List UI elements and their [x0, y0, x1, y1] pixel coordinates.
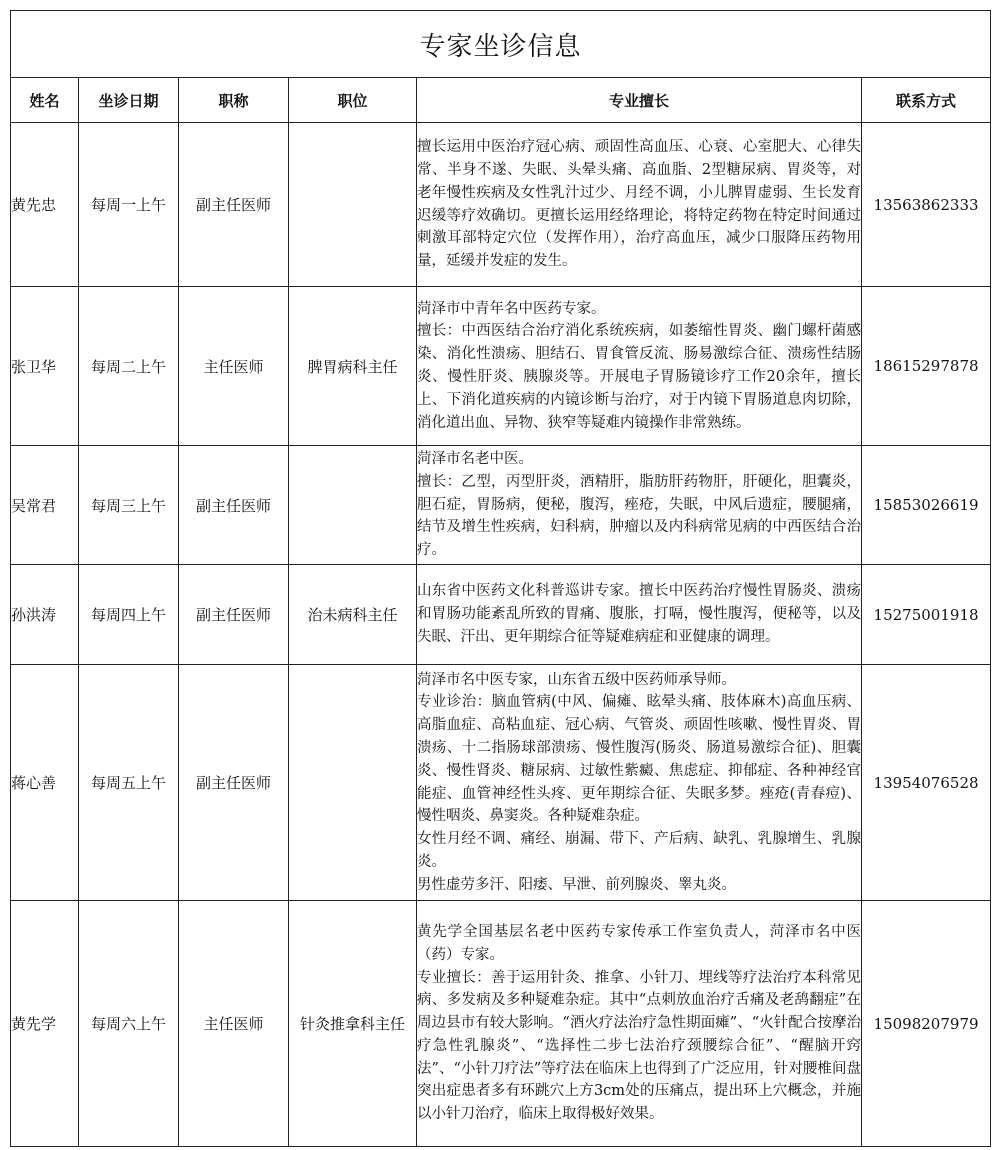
expert-name: 蒋心善: [11, 665, 79, 901]
expert-row: [11, 123, 991, 287]
expert-schedule-day: 每周三上午: [79, 446, 179, 565]
header-row: [11, 78, 991, 123]
specialty-paragraph: 菏泽市名中医专家，山东省五级中医药师承导师。: [417, 671, 736, 688]
specialty-paragraph: 擅长：乙型，丙型肝炎，酒精肝，脂肪肝药物肝，肝硬化，胆囊炎，胆石症，胃肠病，便秘，腹泻，痤疮，失眠，中风后遗症，腰腿痛，结节及增生性疾病，妇科病，肿瘤以及内科病常见病的中西医结合治疗。: [417, 473, 861, 559]
expert-position: 治未病科主任: [289, 565, 417, 665]
specialty-paragraph: 专业诊治：脑血管病(中风、偏瘫、眩晕头痛、肢体麻木)高血压病、高脂血症、高粘血症、冠心病、气管炎、顽固性咳嗽、慢性胃炎、胃溃疡、十二指肠球部溃疡、慢性腹泻(肠炎、肠道易激综合征)、胆囊炎、慢性肾炎、糖尿病、过敏性紫癜、焦虑症、抑郁症、各种神经官能症、血管神经性头疼、更年期综合征、失眠多梦。痤疮(青春痘)、慢性咽炎、鼻窦炎。各种疑难杂症。: [417, 694, 861, 825]
expert-position: 脾胃病科主任: [289, 287, 417, 446]
expert-title-rank: 副主任医师: [179, 565, 289, 665]
expert-specialty: [417, 446, 862, 565]
expert-schedule-day: 每周二上午: [79, 287, 179, 446]
expert-schedule-table: [10, 10, 991, 1147]
specialty-paragraph: 菏泽市名老中医。: [417, 451, 533, 467]
expert-schedule-day: 每周四上午: [79, 565, 179, 665]
expert-schedule-day: 每周五上午: [79, 665, 179, 901]
expert-schedule-day: 每周六上午: [79, 901, 179, 1147]
header-contact: 联系方式: [862, 78, 991, 123]
expert-title-rank: 主任医师: [179, 287, 289, 446]
expert-title-rank: 副主任医师: [179, 665, 289, 901]
expert-phone: 13954076528: [862, 665, 991, 901]
specialty-paragraph: 男性虚劳多汗、阳痿、早泄、前列腺炎、睾丸炎。: [417, 876, 736, 893]
expert-title-rank: 副主任医师: [179, 123, 289, 287]
specialty-paragraph: 女性月经不调、痛经、崩漏、带下、产后病、缺乳、乳腺增生、乳腺炎。: [417, 831, 861, 870]
expert-specialty: [417, 565, 862, 665]
expert-position: [289, 446, 417, 565]
header-date: 坐诊日期: [79, 78, 179, 123]
expert-specialty: [417, 665, 862, 901]
specialty-paragraph: 专业擅长：善于运用针灸、推拿、小针刀、埋线等疗法治疗本科常见病、多发病及多种疑难杂症。其中“点刺放血治疗舌痛及老鸹翻症”在周边县市有较大影响。“酒火疗法治疗急性期面瘫”、“火针配合按摩治疗急性乳腺炎”、“选择性二步七法治疗颈腰综合征”、“醒脑开窍法”、“小针刀疗法”等疗法在临床上也得到了广泛应用，针对腰椎间盘突出症患者多有环跳穴上方3cm处的压痛点，提出环上穴概念，并施以小针刀治疗，临床上取得极好效果。: [417, 969, 861, 1123]
expert-position: [289, 123, 417, 287]
expert-name: 吴常君: [11, 446, 79, 565]
expert-row: [11, 665, 991, 901]
expert-row: [11, 446, 991, 565]
expert-name: 张卫华: [11, 287, 79, 446]
expert-schedule-day: 每周一上午: [79, 123, 179, 287]
expert-name: 黄先忠: [11, 123, 79, 287]
specialty-paragraph: 擅长运用中医治疗冠心病、顽固性高血压、心衰、心室肥大、心律失常、半身不遂、失眠、头晕头痛、高血脂、2型糖尿病、胃炎等，对老年慢性疾病及女性乳汁过少、月经不调，小儿脾胃虚弱、生长发育迟缓等疗效确切。更擅长运用经络理论，将特定药物在特定时间通过刺激耳部特定穴位（发挥作用），治疗高血压，减少口服降压药物用量，延缓并发症的发生。: [417, 139, 861, 270]
expert-title-rank: 主任医师: [179, 901, 289, 1147]
expert-specialty: [417, 287, 862, 446]
expert-position: 针灸推拿科主任: [289, 901, 417, 1147]
table-title: 专家坐诊信息: [11, 11, 991, 78]
expert-specialty: [417, 123, 862, 287]
header-rank: 职称: [179, 78, 289, 123]
expert-phone: 15275001918: [862, 565, 991, 665]
header-position: 职位: [289, 78, 417, 123]
header-name: 姓名: [11, 78, 79, 123]
expert-row: [11, 565, 991, 665]
expert-row: [11, 287, 991, 446]
specialty-paragraph: 菏泽市中青年名中医药专家。: [417, 300, 606, 317]
expert-phone: 15098207979: [862, 901, 991, 1147]
expert-specialty: [417, 901, 862, 1147]
expert-row: [11, 901, 991, 1147]
expert-phone: 15853026619: [862, 446, 991, 565]
specialty-paragraph: 黄先学全国基层名老中医药专家传承工作室负责人，菏泽市名中医（药）专家。: [417, 923, 861, 963]
specialty-paragraph: 擅长：中西医结合治疗消化系统疾病，如萎缩性胃炎、幽门螺杆菌感染、消化性溃疡、胆结石、胃食管反流、肠易激综合征、溃疡性结肠炎、慢性肝炎、胰腺炎等。开展电子胃肠镜诊疗工作20余年，擅长上、下消化道疾病的内镜诊断与治疗，对于内镜下胃肠道息肉切除，消化道出血、异物、狭窄等疑难内镜操作非常熟练。: [417, 323, 861, 431]
expert-title-rank: 副主任医师: [179, 446, 289, 565]
expert-phone: 18615297878: [862, 287, 991, 446]
header-specialty: 专业擅长: [417, 78, 862, 123]
document-page: [10, 10, 990, 1140]
expert-phone: 13563862333: [862, 123, 991, 287]
specialty-paragraph: 山东省中医药文化科普巡讲专家。擅长中医药治疗慢性胃肠炎、溃疡和胃肠功能紊乱所致的胃痛、腹胀，打嗝，慢性腹泻，便秘等，以及失眠、汗出、更年期综合征等疑难病症和亚健康的调理。: [417, 583, 861, 645]
expert-position: [289, 665, 417, 901]
expert-name: 黄先学: [11, 901, 79, 1147]
expert-name: 孙洪涛: [11, 565, 79, 665]
